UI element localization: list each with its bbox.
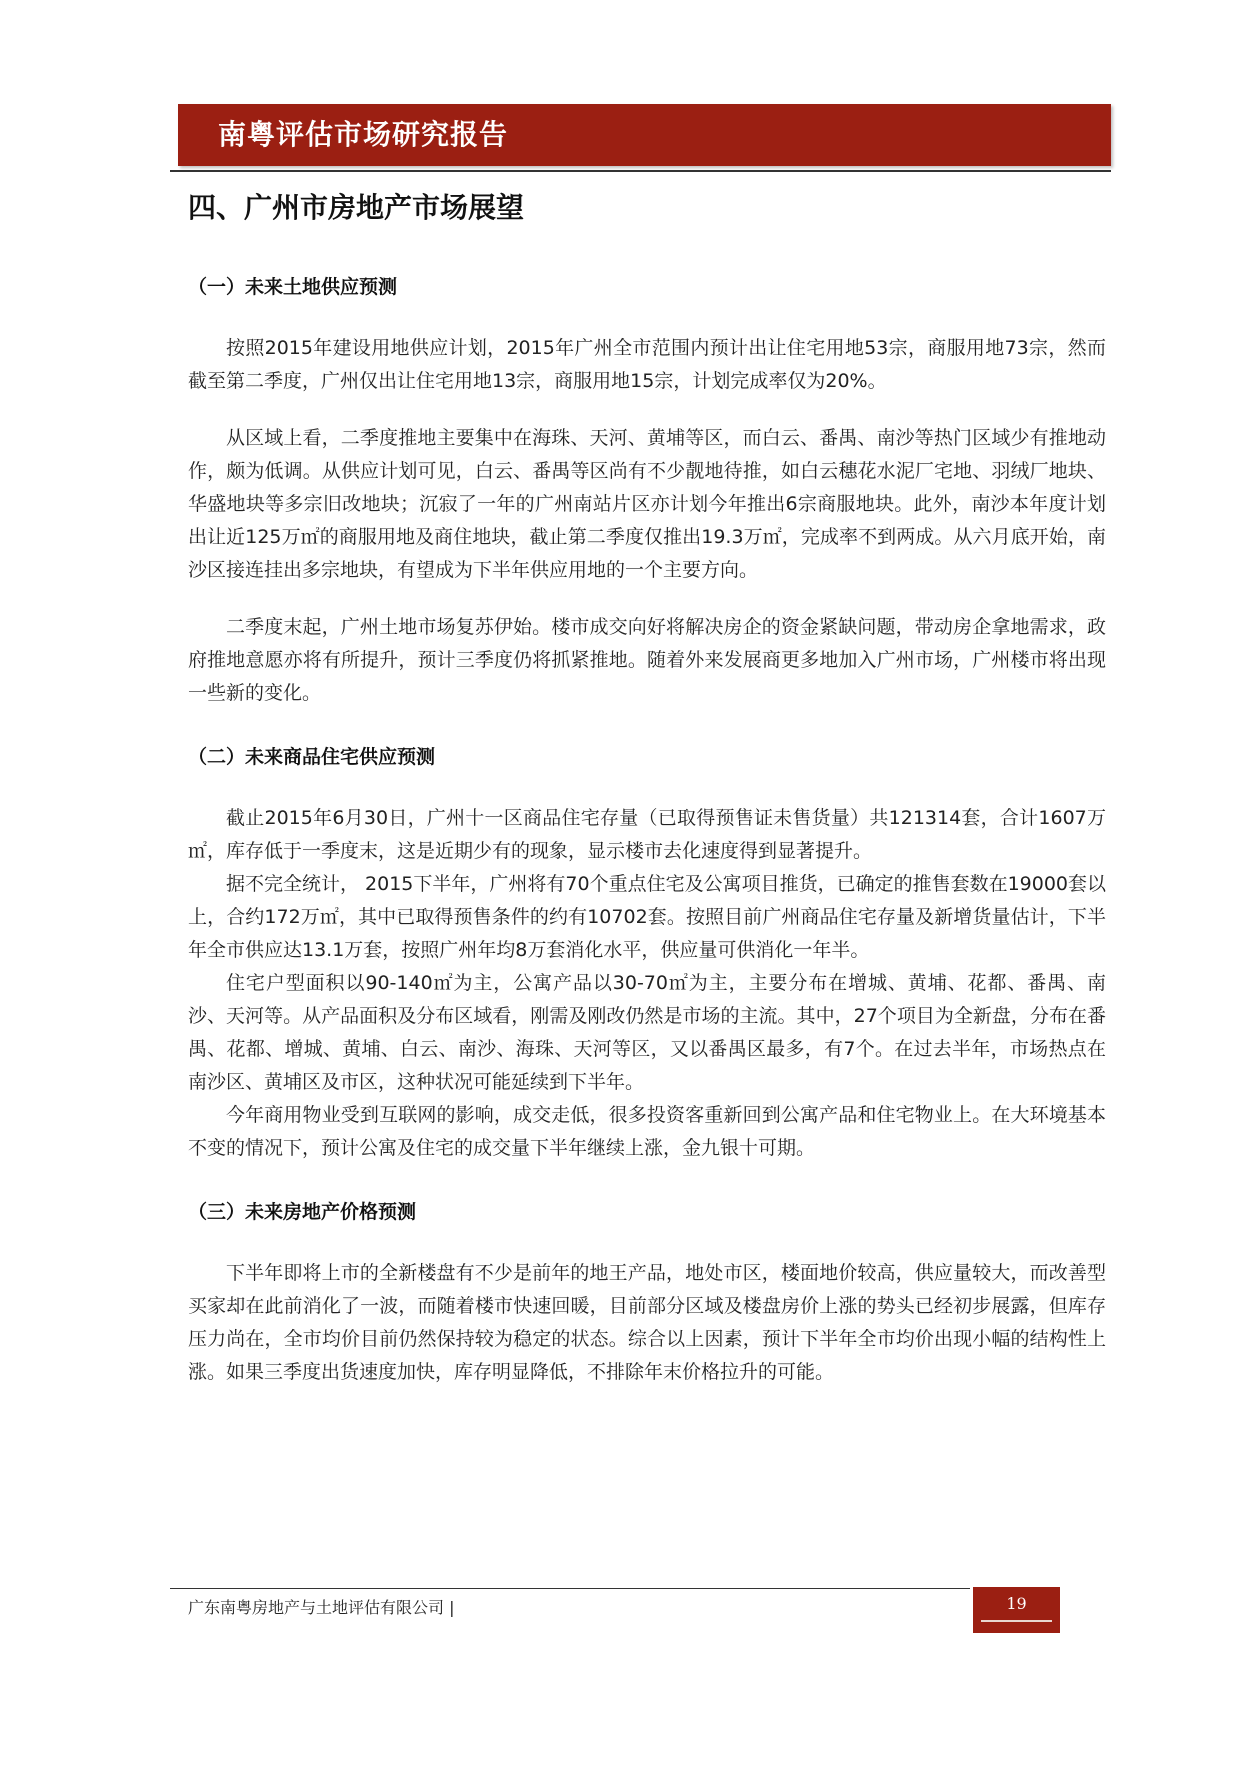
paragraph: 据不完全统计， 2015下半年，广州将有70个重点住宅及公寓项目推货，已确定的推售套数在19000套以上，合约172万㎡，其中已取得预售条件的约有10702套。按照目前广州商品住宅存量及新增货量估计，下半年全市供应达13.1万套，按照广州年均8万套消化水平，供应量可供消化一年半。 — [188, 873, 1107, 961]
section-title: 四、广州市房地产市场展望 — [188, 191, 525, 224]
header-divider — [170, 170, 1111, 172]
paragraph: 按照2015年建设用地供应计划，2015年广州全市范围内预计出让住宅用地53宗，商服用地73宗，然而截至第二季度，广州仅出让住宅用地13宗，商服用地15宗，计划完成率仅为20%。 — [188, 337, 1106, 392]
header-banner — [178, 104, 1111, 166]
subsection-title-housing-supply: （二）未来商品住宅供应预测 — [188, 746, 436, 768]
page-number-box — [973, 1587, 1060, 1633]
paragraph: 住宅户型面积以90-140㎡为主，公寓产品以30-70㎡为主，主要分布在增城、黄埔、花都、番禺、南沙、天河等。从产品面积及分布区域看，刚需及刚改仍然是市场的主流。其中，27个项目为全新盘，分布在番禺、花都、增城、黄埔、白云、南沙、海珠、天河等区，又以番禺区最多，有7个。在过去半年，市场热点在南沙区、黄埔区及市区，这种状况可能延续到下半年。 — [188, 972, 1106, 1093]
subsection-title-land-supply: （一）未来土地供应预测 — [188, 276, 398, 298]
main-content — [188, 186, 1106, 1389]
paragraph: 截止2015年6月30日，广州十一区商品住宅存量（已取得预售证未售货量）共121314套，合计1607万㎡，库存低于一季度末，这是近期少有的现象，显示楼市去化速度得到显著提升。 — [188, 807, 1106, 862]
page-number-underline — [981, 1620, 1052, 1622]
page-number: 19 — [1006, 1594, 1027, 1613]
footer-company: 广东南粤房地产与土地评估有限公司 | — [188, 1598, 455, 1617]
paragraph: 下半年即将上市的全新楼盘有不少是前年的地王产品，地处市区，楼面地价较高，供应量较大，而改善型买家却在此前消化了一波，而随着楼市快速回暖，目前部分区域及楼盘房价上涨的势头已经初步展露，但库存压力尚在，全市均价目前仍然保持较为稳定的状态。综合以上因素，预计下半年全市均价出现小幅的结构性上涨。如果三季度出货速度加快，库存明显降低，不排除年末价格拉升的可能。 — [188, 1262, 1106, 1383]
paragraph: 今年商用物业受到互联网的影响，成交走低，很多投资客重新回到公寓产品和住宅物业上。在大环境基本不变的情况下，预计公寓及住宅的成交量下半年继续上涨，金九银十可期。 — [188, 1104, 1106, 1159]
footer-divider — [170, 1588, 970, 1589]
report-title: 南粤评估市场研究报告 — [218, 118, 509, 151]
paragraph: 从区域上看，二季度推地主要集中在海珠、天河、黄埔等区，而白云、番禺、南沙等热门区域少有推地动作，颇为低调。从供应计划可见，白云、番禺等区尚有不少靓地待推，如白云穗花水泥厂宅地、羽绒厂地块、华盛地块等多宗旧改地块；沉寂了一年的广州南站片区亦计划今年推出6宗商服地块。此外，南沙本年度计划出让近125万㎡的商服用地及商住地块，截止第二季度仅推出19.3万㎡，完成率不到两成。从六月底开始，南沙区接连挂出多宗地块，有望成为下半年供应用地的一个主要方向。 — [188, 427, 1106, 581]
subsection-title-price-forecast: （三）未来房地产价格预测 — [188, 1201, 417, 1223]
paragraph: 二季度末起，广州土地市场复苏伊始。楼市成交向好将解决房企的资金紧缺问题，带动房企拿地需求，政府推地意愿亦将有所提升，预计三季度仍将抓紧推地。随着外来发展商更多地加入广州市场，广州楼市将出现一些新的变化。 — [188, 616, 1106, 704]
